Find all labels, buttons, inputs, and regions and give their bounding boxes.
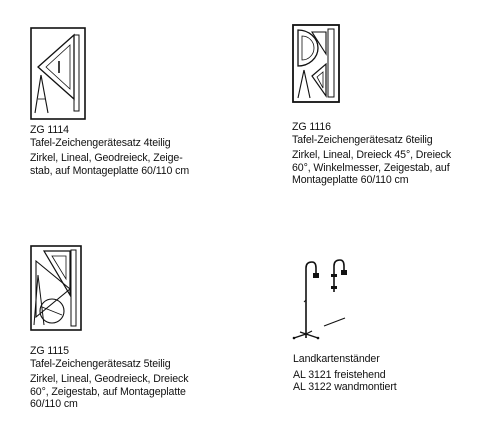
product-title: Tafel-Zeichengerätesatz 6teilig [292, 133, 433, 146]
drawing-set-5-illustration [30, 245, 82, 331]
product-title: Tafel-Zeichengerätesatz 5teilig [30, 357, 171, 370]
drawing-set-4-illustration [30, 27, 86, 120]
product-title: Tafel-Zeichengerätesatz 4teilig [30, 136, 171, 149]
product-code: ZG 1114 [30, 124, 69, 136]
product-title: Landkartenständer [293, 353, 380, 365]
drawing-set-6-illustration [292, 24, 340, 103]
map-stand-illustration [288, 258, 360, 342]
product-description: AL 3121 freistehend AL 3122 wandmontiert [293, 368, 397, 394]
product-description: Zirkel, Lineal, Dreieck 45°, Dreieck 60°, Winkelmesser, Zeigestab, auf Montageplatte 60/110 cm [292, 149, 452, 187]
product-description: Zirkel, Lineal, Geodreieck, Zeige- stab, auf Montageplatte 60/110 cm [30, 152, 190, 177]
product-description: Zirkel, Lineal, Geodreieck, Dreieck 60°, Zeigestab, auf Montageplatte 60/110 cm [30, 373, 189, 411]
product-code: ZG 1115 [30, 345, 69, 357]
product-code: ZG 1116 [292, 121, 331, 133]
